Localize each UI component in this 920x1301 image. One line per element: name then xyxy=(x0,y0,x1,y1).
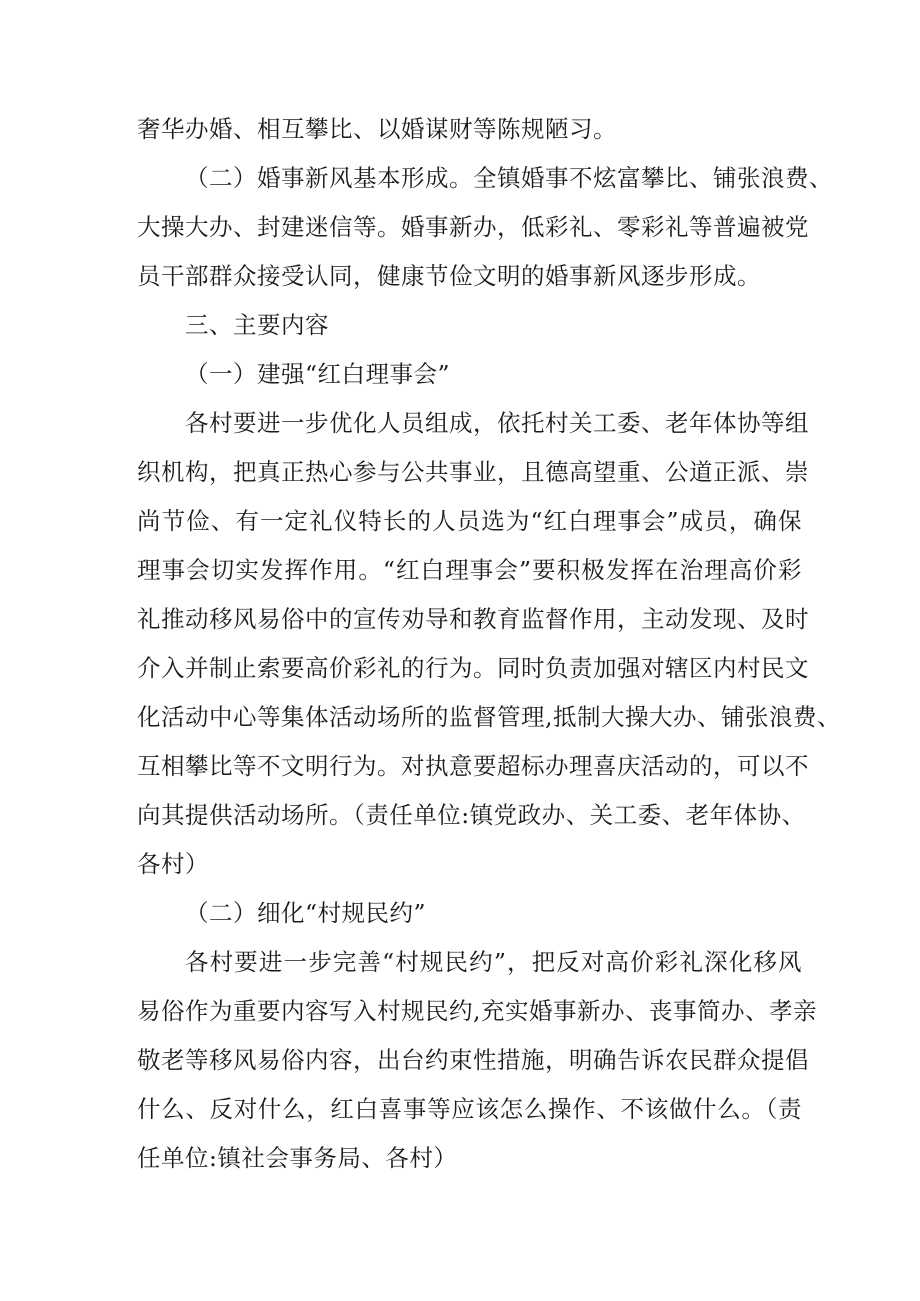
text-line-10: 理事会切实发挥作用。“红白理事会”要积极发挥在治理高价彩 xyxy=(137,556,802,584)
text-line-7: 各村要进一步优化人员组成，依托村关工委、老年体协等组 xyxy=(185,409,809,437)
section-heading: 三、主要内容 xyxy=(185,311,329,339)
text-line-11: 礼推动移风易俗中的宣传劝导和教育监督作用，主动发现、及时 xyxy=(137,605,809,633)
text-line-16: 各村） xyxy=(137,850,209,878)
text-line-19: 易俗作为重要内容写入村规民约,充实婚事新办、丧事简办、孝亲 xyxy=(137,997,817,1025)
text-line-21: 什么、反对什么，红白喜事等应该怎么操作、不该做什么。（责 xyxy=(137,1095,802,1123)
text-line-22: 任单位:镇社会事务局、各村） xyxy=(137,1144,458,1172)
subsection-heading-1: （一）建强“红白理事会” xyxy=(185,360,451,388)
text-line-1: 奢华办婚、相互攀比、以婚谋财等陈规陋习。 xyxy=(137,115,617,143)
text-line-14: 互相攀比等不文明行为。对执意要超标办理喜庆活动的，可以不 xyxy=(137,752,809,780)
text-line-9: 尚节俭、有一定礼仪特长的人员选为“红白理事会”成员，确保 xyxy=(137,507,802,535)
text-line-18: 各村要进一步完善“村规民约”，把反对高价彩礼深化移风 xyxy=(185,948,802,976)
text-line-2: （二）婚事新风基本形成。全镇婚事不炫富攀比、铺张浪费、 xyxy=(185,164,833,192)
text-line-3: 大操大办、封建迷信等。婚事新办，低彩礼、零彩礼等普遍被党 xyxy=(137,213,809,241)
text-line-4: 员干部群众接受认同，健康节俭文明的婚事新风逐步形成。 xyxy=(137,262,761,290)
text-line-15: 向其提供活动场所。（责任单位:镇党政办、关工委、老年体协、 xyxy=(137,801,806,829)
text-line-20: 敬老等移风易俗内容，出台约束性措施，明确告诉农民群众提倡 xyxy=(137,1046,809,1074)
subsection-heading-2: （二）细化“村规民约” xyxy=(185,899,427,927)
text-line-12: 介入并制止索要高价彩礼的行为。同时负责加强对辖区内村民文 xyxy=(137,654,809,682)
text-line-8: 织机构，把真正热心参与公共事业，且德高望重、公道正派、崇 xyxy=(137,458,809,486)
text-line-13: 化活动中心等集体活动场所的监督管理,抵制大操大办、铺张浪费、 xyxy=(137,703,841,731)
